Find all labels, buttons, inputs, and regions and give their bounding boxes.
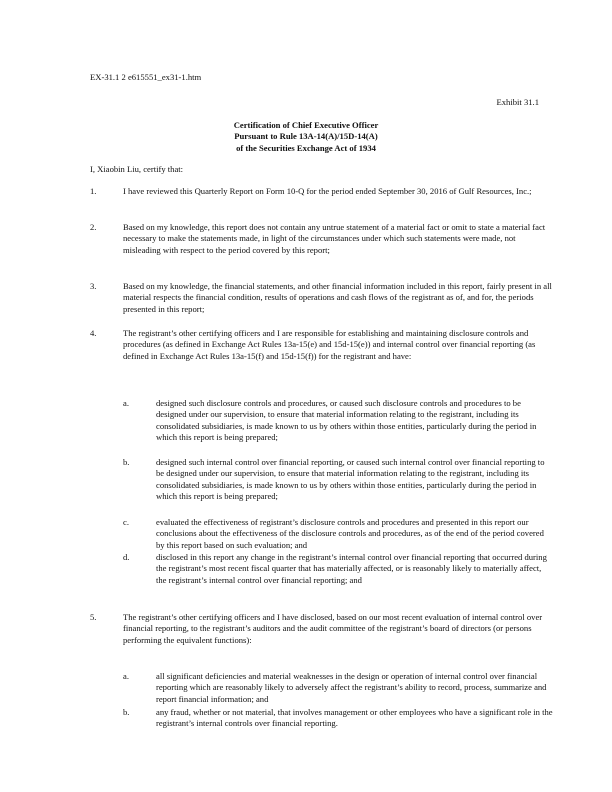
title-line-3: of the Securities Exchange Act of 1934 bbox=[236, 142, 376, 153]
paragraph-text: I have reviewed this Quarterly Report on Form 10-Q for the period ended September 30, 2016 of Gulf Resources, Inc.; bbox=[123, 186, 532, 196]
paragraph-number: 1. bbox=[90, 186, 97, 196]
subparagraph-letter: a. bbox=[123, 671, 129, 681]
paragraph-number: 3. bbox=[90, 281, 97, 291]
subparagraph-letter: c. bbox=[123, 517, 129, 527]
paragraph-number: 5. bbox=[90, 612, 97, 622]
paragraph-text: Based on my knowledge, this report does not contain any untrue statement of a material fact or omit to state a material fact necessary to make the statements made, in light of the circumstances under which such statements were made, not misleading with respect to the period covered by this report; bbox=[123, 222, 546, 255]
certification-title bbox=[0, 120, 612, 154]
subparagraph-text: evaluated the effectiveness of registrant’s disclosure controls and procedures and presented in this report our conclusions about the effectiveness of the disclosure controls and procedures, as of the end of the period covered by this report based on such evaluation; and bbox=[156, 517, 544, 550]
subparagraph-text: designed such disclosure controls and procedures, or caused such disclosure controls and procedures to be designed under our supervision, to ensure that material information relating to the registrant, including its consolidated subsidiaries, is made known to us by others within those entities, particularly during the period in which this report is being prepared; bbox=[156, 398, 537, 443]
paragraph-text: The registrant’s other certifying officers and I have disclosed, based on our most recent evaluation of internal control over financial reporting, to the registrant’s auditors and the audit committee of the registrant’s board of directors (or persons performing the equivalent functions): bbox=[123, 612, 543, 645]
subparagraph-letter: a. bbox=[123, 398, 129, 408]
exhibit-label: Exhibit 31.1 bbox=[496, 97, 539, 107]
paragraph-text: The registrant’s other certifying officers and I are responsible for establishing and maintaining disclosure controls and procedures (as defined in Exchange Act Rules 13a-15(e) and 15d-15(e)) and internal control over financial reporting (as defined in Exchange Act Rules 13a-15(f) and 15d-15(f)) for the registrant and have: bbox=[123, 328, 536, 361]
file-header: EX-31.1 2 e615551_ex31-1.htm bbox=[90, 72, 202, 82]
subparagraph-letter: b. bbox=[123, 707, 130, 717]
subparagraph-letter: b. bbox=[123, 457, 130, 467]
paragraph-number: 4. bbox=[90, 328, 97, 338]
title-line-2: Pursuant to Rule 13A-14(A)/15D-14(A) bbox=[234, 131, 378, 142]
subparagraph-text: disclosed in this report any change in the registrant’s internal control over financial reporting that occurred during the registrant’s most recent fiscal quarter that has materially affected, or is reasonably likely to materially affect, the registrant’s internal control over financial reporting; and bbox=[156, 552, 547, 585]
intro-statement: I, Xiaobin Liu, certify that: bbox=[90, 164, 184, 174]
paragraph-number: 2. bbox=[90, 222, 97, 232]
title-line-1: Certification of Chief Executive Officer bbox=[233, 120, 379, 130]
paragraph-text: Based on my knowledge, the financial statements, and other financial information included in this report, fairly present in all material respects the financial condition, results of operations and cash flows of the registrant as of, and for, the periods presented in this report; bbox=[123, 281, 552, 314]
subparagraph-text: designed such internal control over financial reporting, or caused such internal control over financial reporting to be designed under our supervision, to ensure that material information relating to the registrant, including its consolidated subsidiaries, is made known to us by others within those entities, particularly during the period in which this report is being prepared; bbox=[156, 457, 545, 502]
subparagraph-text: any fraud, whether or not material, that involves management or other employees who have a significant role in the registrant’s internal controls over financial reporting. bbox=[156, 707, 553, 729]
subparagraph-letter: d. bbox=[123, 552, 130, 562]
subparagraph-text: all significant deficiencies and material weaknesses in the design or operation of internal control over financial reporting which are reasonably likely to adversely affect the registrant’s ability to record, process, summarize and report financial information; and bbox=[156, 671, 547, 704]
